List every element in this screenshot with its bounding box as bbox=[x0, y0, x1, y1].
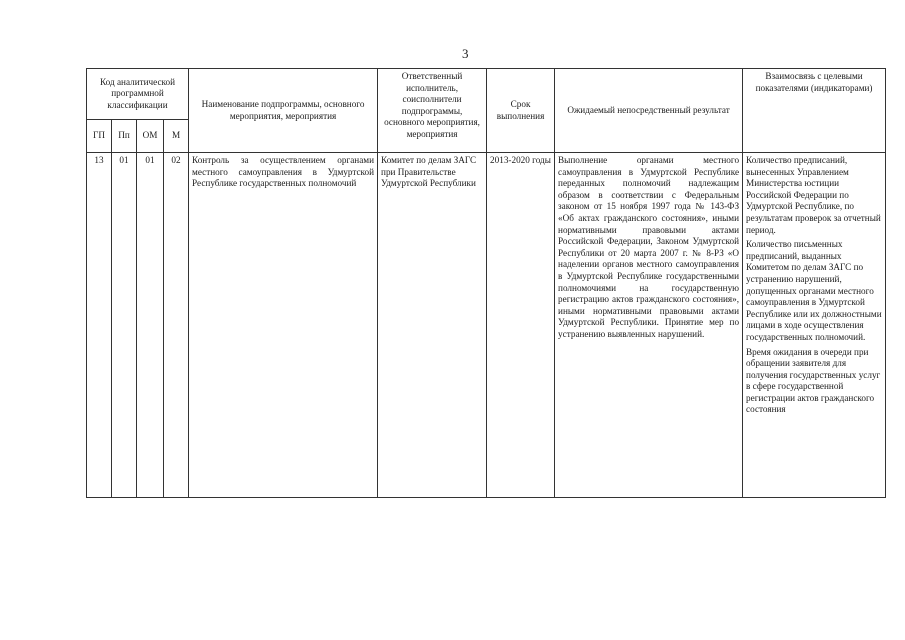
page-number: 3 bbox=[462, 46, 469, 61]
code-group-header: Код аналитической программной классификации bbox=[87, 69, 189, 120]
code-col-pp: Пп bbox=[112, 120, 137, 153]
code-col-m: М bbox=[164, 120, 189, 153]
result-column-header: Ожидаемый непосредственный результат bbox=[555, 69, 743, 153]
target-indicators bbox=[743, 153, 886, 498]
table-header-row bbox=[87, 69, 886, 120]
responsible-executor: Комитет по делам ЗАГС при Правительстве Удмуртской Республики bbox=[378, 153, 487, 498]
indicator-item: Количество предписаний, вынесенных Управлением Министерства юстиции Российской Федерации по Удмуртской Республике, по результатам проверок за отчетный период. bbox=[746, 155, 881, 235]
indicators-column-header: Взаимосвязь с целевыми показателями (индикаторами) bbox=[743, 69, 886, 153]
code-gp-value: 13 bbox=[87, 153, 112, 498]
activity-name: Контроль за осуществлением органами местного самоуправления в Удмуртской Республике государственных полномочий bbox=[189, 153, 378, 498]
name-column-header: Наименование подпрограммы, основного мероприятия, мероприятия bbox=[189, 69, 378, 153]
code-col-gp: ГП bbox=[87, 120, 112, 153]
code-col-om: ОМ bbox=[137, 120, 164, 153]
table-row bbox=[87, 153, 886, 498]
term-column-header: Срок выполнения bbox=[487, 69, 555, 153]
code-pp-value: 01 bbox=[112, 153, 137, 498]
program-table bbox=[86, 68, 886, 498]
indicator-item: Время ожидания в очереди при обращении заявителя для получения государственных услуг в сфере государственной регистрации актов гражданского состояния bbox=[746, 346, 881, 415]
indicator-item: Количество письменных предписаний, выданных Комитетом по делам ЗАГС по устранению нарушений, допущенных органами местного самоуправления в Удмуртской Республике или их должностными лицами в ходе осуществления государственных полномочий. bbox=[746, 239, 882, 342]
code-om-value: 01 bbox=[137, 153, 164, 498]
execution-term: 2013-2020 годы bbox=[487, 153, 555, 498]
code-m-value: 02 bbox=[164, 153, 189, 498]
expected-result: Выполнение органами местного самоуправления в Удмуртской Республике переданных полномочий надлежащим образом в соответствии с Федеральным законом от 15 ноября 1997 года № 143-ФЗ «Об актах гражданского состояния», иными нормативными правовыми актами Российской Федерации, Законом Удмуртской Республики от 20 марта 2007 г. № 8-РЗ «О наделении органов местного самоуправления в Удмуртской Республике государственными полномочиями на государственную регистрацию актов гражданского состояния», иными нормативными правовыми актами Удмуртской Республики. Принятие мер по устранению выявленных нарушений. bbox=[555, 153, 743, 498]
responsible-column-header: Ответственный исполнитель, соисполнители подпрограммы, основного мероприятия, мероприятия bbox=[378, 69, 487, 153]
